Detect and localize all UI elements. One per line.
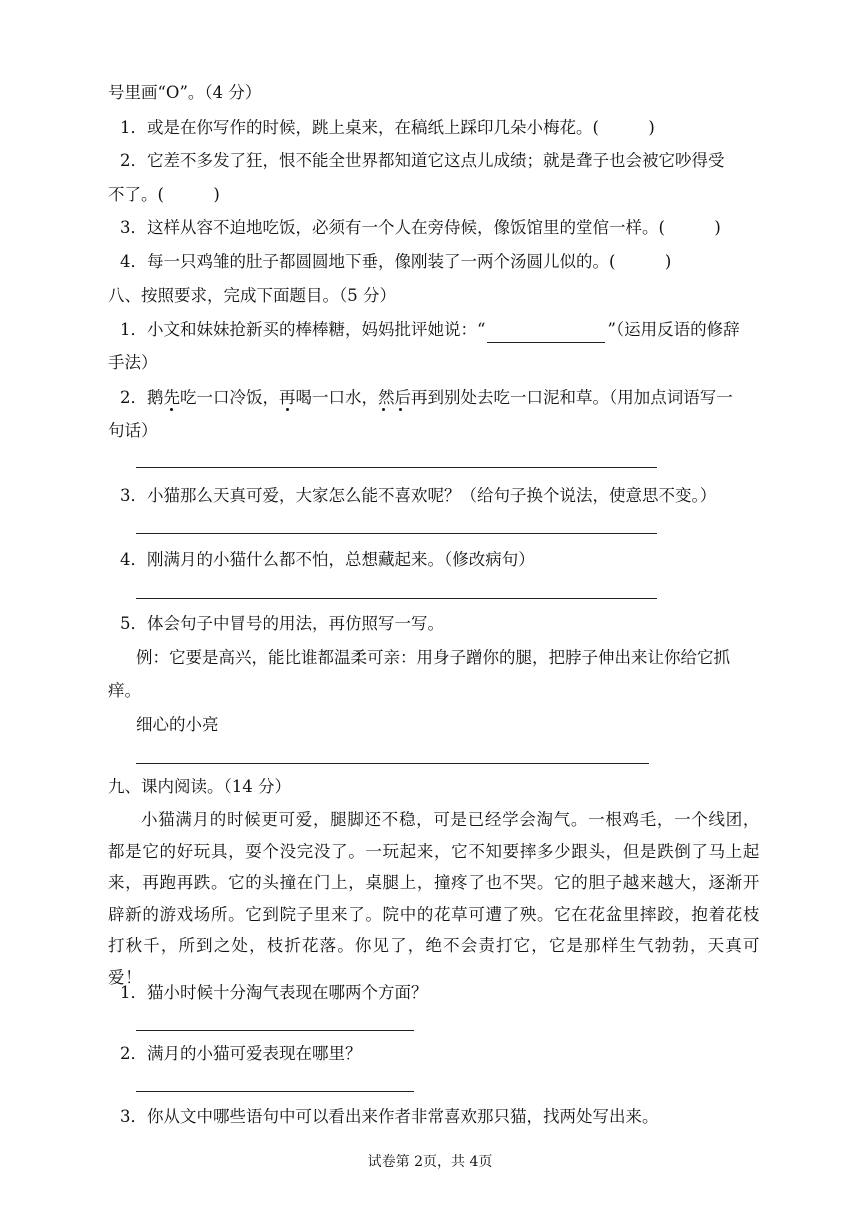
s8-question-3: 3．小猫那么天真可爱，大家怎么能不喜欢呢？（给句子换个说法，使意思不变。） bbox=[120, 486, 717, 505]
answer-line[interactable] bbox=[136, 533, 657, 534]
s8-prompt: 细心的小亮 bbox=[136, 715, 219, 734]
answer-line[interactable] bbox=[136, 763, 649, 764]
s8-q2-part: 喝一口水， bbox=[295, 388, 378, 407]
s9-question-1: 1．猫小时候十分淘气表现在哪两个方面？ bbox=[120, 983, 428, 1002]
s8-q2-part: 吃一口冷饭， bbox=[180, 388, 279, 407]
section-7-tail: 号里画“O”。（4 分） bbox=[108, 83, 262, 102]
s7-item-4: 4．每一只鸡雏的肚子都圆圆地下垂，像刚装了一两个汤圆儿似的。( ) bbox=[120, 252, 672, 271]
s8-question-1 bbox=[120, 317, 740, 343]
page-footer: 试卷第 2页，共 4页 bbox=[367, 1154, 493, 1170]
s8-q1-text-after: ”（运用反语的修辞 bbox=[607, 320, 740, 339]
s8-q2-part: 再到别处去吃一口泥和草。（用加点词语写一 bbox=[411, 388, 733, 407]
s9-question-3: 3．你从文中哪些语句中可以看出来作者非常喜欢那只猫，找两处写出来。 bbox=[120, 1107, 659, 1126]
dotted-word: 再 bbox=[279, 388, 296, 407]
s7-item-3: 3．这样从容不迫地吃饭，必须有一个人在旁侍候，像饭馆里的堂倌一样。( ) bbox=[120, 218, 721, 237]
dotted-word: 先 bbox=[163, 388, 180, 407]
s8-example-cont: 痒。 bbox=[108, 681, 141, 700]
s8-question-4: 4．刚满月的小猫什么都不怕，总想藏起来。（修改病句） bbox=[120, 550, 535, 569]
answer-line[interactable] bbox=[136, 1030, 414, 1031]
s8-question-5: 5．体会句子中冒号的用法，再仿照写一写。 bbox=[120, 614, 444, 633]
section-9-heading: 九、课内阅读。（14 分） bbox=[108, 777, 291, 796]
s7-item-2-cont: 不了。( ) bbox=[108, 185, 220, 204]
section-8-heading: 八、按照要求，完成下面题目。（5 分） bbox=[108, 286, 396, 305]
dotted-word: 然后 bbox=[378, 388, 411, 407]
s8-q1-cont: 手法） bbox=[108, 353, 158, 372]
s8-q1-blank[interactable] bbox=[487, 324, 605, 343]
reading-passage: 小猫满月的时候更可爱，腿脚还不稳，可是已经学会淘气。一根鸡毛，一个线团，都是它的好玩具，耍个没完没了。一玩起来，它不知要摔多少跟头，但是跌倒了马上起来，再跑再跌。它的头撞在门上，桌腿上，撞疼了也不哭。它的胆子越来越大，逐渐开辟新的游戏场所。它到院子里来了。院中的花草可遭了殃。它在花盆里摔跤，抱着花枝打秋千，所到之处，枝折花落。你见了，绝不会责打它，它是那样生气勃勃，天真可爱！ bbox=[108, 810, 760, 987]
s7-item-1: 1．或是在你写作的时候，跳上桌来，在稿纸上踩印几朵小梅花。( ) bbox=[120, 118, 655, 137]
s8-q2-part: 2．鹅 bbox=[120, 388, 164, 407]
s9-question-2: 2．满月的小猫可爱表现在哪里？ bbox=[120, 1044, 362, 1063]
s8-example: 例：它要是高兴，能比谁都温柔可亲：用身子蹭你的腿，把脖子伸出来让你给它抓 bbox=[136, 648, 730, 667]
answer-line[interactable] bbox=[136, 598, 657, 599]
s8-q2-cont: 句话） bbox=[108, 421, 158, 440]
s7-item-2: 2．它差不多发了狂，恨不能全世界都知道它这点儿成绩；就是聋子也会被它吵得受 bbox=[120, 151, 725, 170]
answer-line[interactable] bbox=[136, 467, 657, 468]
answer-line[interactable] bbox=[136, 1091, 414, 1092]
s8-q1-text-before: 1．小文和妹妹抢新买的棒棒糖，妈妈批评她说：“ bbox=[120, 320, 486, 339]
s8-question-2 bbox=[120, 385, 733, 411]
